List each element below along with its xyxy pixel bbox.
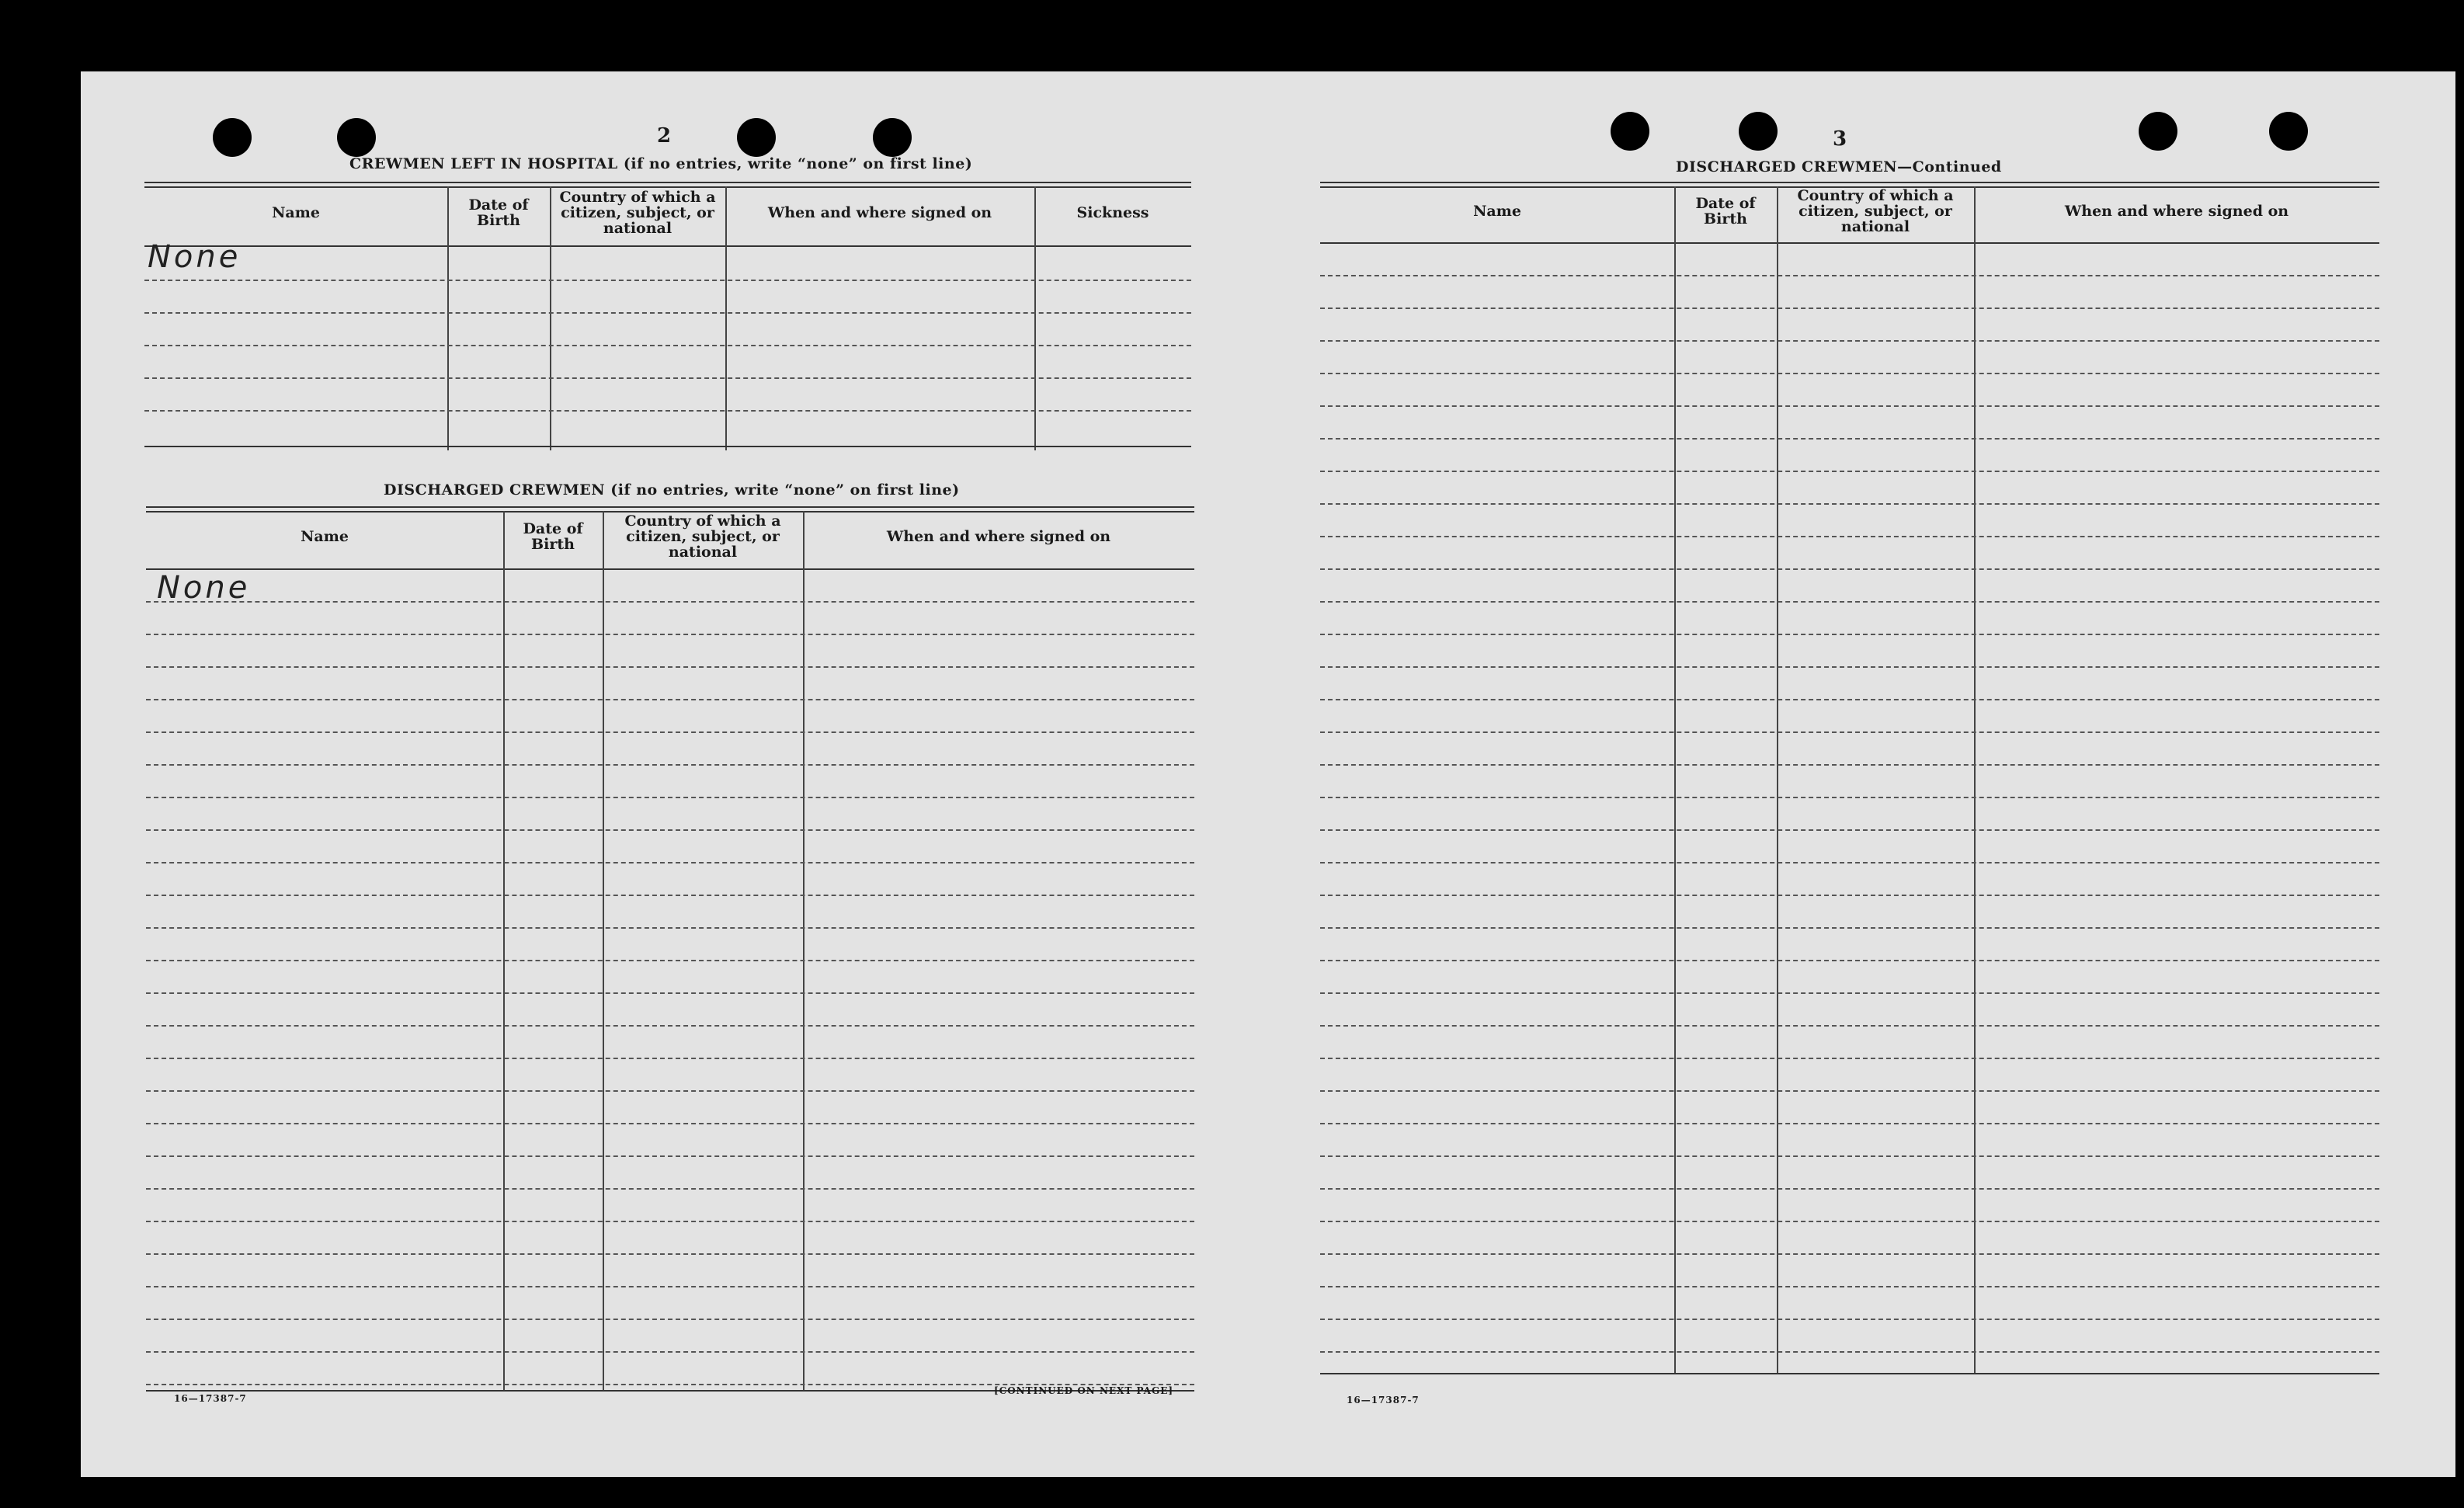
table-row [1320, 960, 2379, 961]
discharged-col-signed-on: When and where signed on [886, 528, 1111, 545]
hospital-entry-handwritten: None [148, 239, 242, 275]
table-row [1320, 503, 2379, 505]
table-row [1320, 797, 2379, 798]
form-number-left: 16—17387-7 [174, 1393, 247, 1404]
form-sheet [81, 71, 2455, 1477]
punch-hole [2269, 112, 2308, 151]
table-row [1320, 1351, 2379, 1353]
hospital-col-country: Country of which a citizen, subject, or national [559, 189, 716, 237]
table-row [1320, 405, 2379, 407]
table-row [1320, 1188, 2379, 1190]
table-row [146, 895, 1194, 896]
table-row [1320, 373, 2379, 374]
hospital-col-dob: Date of Birth [468, 196, 529, 229]
right-col-dob: Date of Birth [1695, 195, 1756, 228]
table-row [1320, 862, 2379, 863]
table-row [1320, 1025, 2379, 1027]
table-row [146, 1058, 1194, 1059]
table-row [146, 862, 1194, 863]
punch-hole [737, 118, 776, 157]
table-row [1320, 308, 2379, 309]
form-number-right: 16—17387-7 [1347, 1395, 1420, 1405]
table-row [146, 992, 1194, 994]
table-row [146, 666, 1194, 668]
hospital-col-signed-on: When and where signed on [767, 204, 992, 221]
table-row [1320, 340, 2379, 342]
table-row [1320, 829, 2379, 831]
table-row [1320, 927, 2379, 929]
hospital-instruction: (if no entries, write “none” on first line) [623, 155, 973, 172]
discharged-entry-handwritten: None [157, 570, 251, 606]
discharged-col-country: Country of which a citizen, subject, or national [624, 513, 781, 561]
table-row [146, 1351, 1194, 1353]
table-row [1320, 275, 2379, 276]
table-row [1320, 1319, 2379, 1320]
hospital-col-name: Name [272, 204, 320, 221]
table-row [146, 1155, 1194, 1157]
discharged-col-dob: Date of Birth [523, 520, 583, 553]
continued-note: [CONTINUED ON NEXT PAGE] [994, 1385, 1174, 1396]
hospital-table [144, 182, 1191, 453]
discharged-table-right [1320, 182, 2379, 1463]
discharged-col-name: Name [301, 528, 349, 545]
hospital-title-text: CREWMEN LEFT IN HOSPITAL [349, 155, 618, 172]
table-row [146, 1286, 1194, 1287]
right-col-country: Country of which a citizen, subject, or national [1797, 187, 1954, 235]
table-row [146, 1221, 1194, 1222]
table-row [146, 1090, 1194, 1092]
table-row [146, 797, 1194, 798]
continued-suffix: —Continued [1897, 158, 2002, 175]
table-row [146, 1188, 1194, 1190]
punch-hole [2139, 112, 2177, 151]
table-row [146, 927, 1194, 929]
table-row [146, 601, 1194, 603]
right-col-name: Name [1473, 203, 1521, 220]
table-row [146, 731, 1194, 733]
table-row [1320, 699, 2379, 700]
table-row [146, 1253, 1194, 1255]
table-row [1320, 1090, 2379, 1092]
table-row [146, 699, 1194, 700]
table-row [1320, 1286, 2379, 1287]
table-row [1320, 536, 2379, 537]
right-col-signed-on: When and where signed on [2064, 203, 2289, 220]
punch-hole [213, 118, 252, 157]
table-row [1320, 634, 2379, 635]
hospital-col-sickness: Sickness [1076, 204, 1149, 221]
table-row [1320, 1058, 2379, 1059]
punch-hole [337, 118, 376, 157]
page-number-left: 2 [657, 124, 672, 148]
table-row [146, 764, 1194, 766]
table-row [146, 1319, 1194, 1320]
punch-hole [1739, 112, 1778, 151]
punch-hole [1611, 112, 1649, 151]
discharged-instruction: (if no entries, write “none” on first line) [610, 481, 960, 499]
table-row [1320, 568, 2379, 570]
discharged-continued-text: DISCHARGED CREWMEN [1676, 158, 1898, 175]
discharged-section-title [384, 481, 960, 499]
table-row [146, 1025, 1194, 1027]
table-row [1320, 601, 2379, 603]
table-row [146, 960, 1194, 961]
table-row [146, 829, 1194, 831]
table-row [1320, 666, 2379, 668]
discharged-title-text: DISCHARGED CREWMEN [384, 481, 606, 499]
discharged-continued-title [1676, 158, 2002, 175]
table-row [1320, 438, 2379, 440]
table-row [1320, 895, 2379, 896]
page-number-right: 3 [1833, 127, 1847, 151]
table-row [146, 1123, 1194, 1124]
discharged-table-left [146, 506, 1194, 1461]
table-row [1320, 992, 2379, 994]
table-row [1320, 1253, 2379, 1255]
table-row [146, 634, 1194, 635]
table-row [1320, 731, 2379, 733]
table-row [1320, 1221, 2379, 1222]
table-row [1320, 471, 2379, 472]
table-row [1320, 1123, 2379, 1124]
hospital-section-title [349, 155, 972, 172]
table-row [1320, 1155, 2379, 1157]
table-row [1320, 764, 2379, 766]
punch-hole [873, 118, 912, 157]
